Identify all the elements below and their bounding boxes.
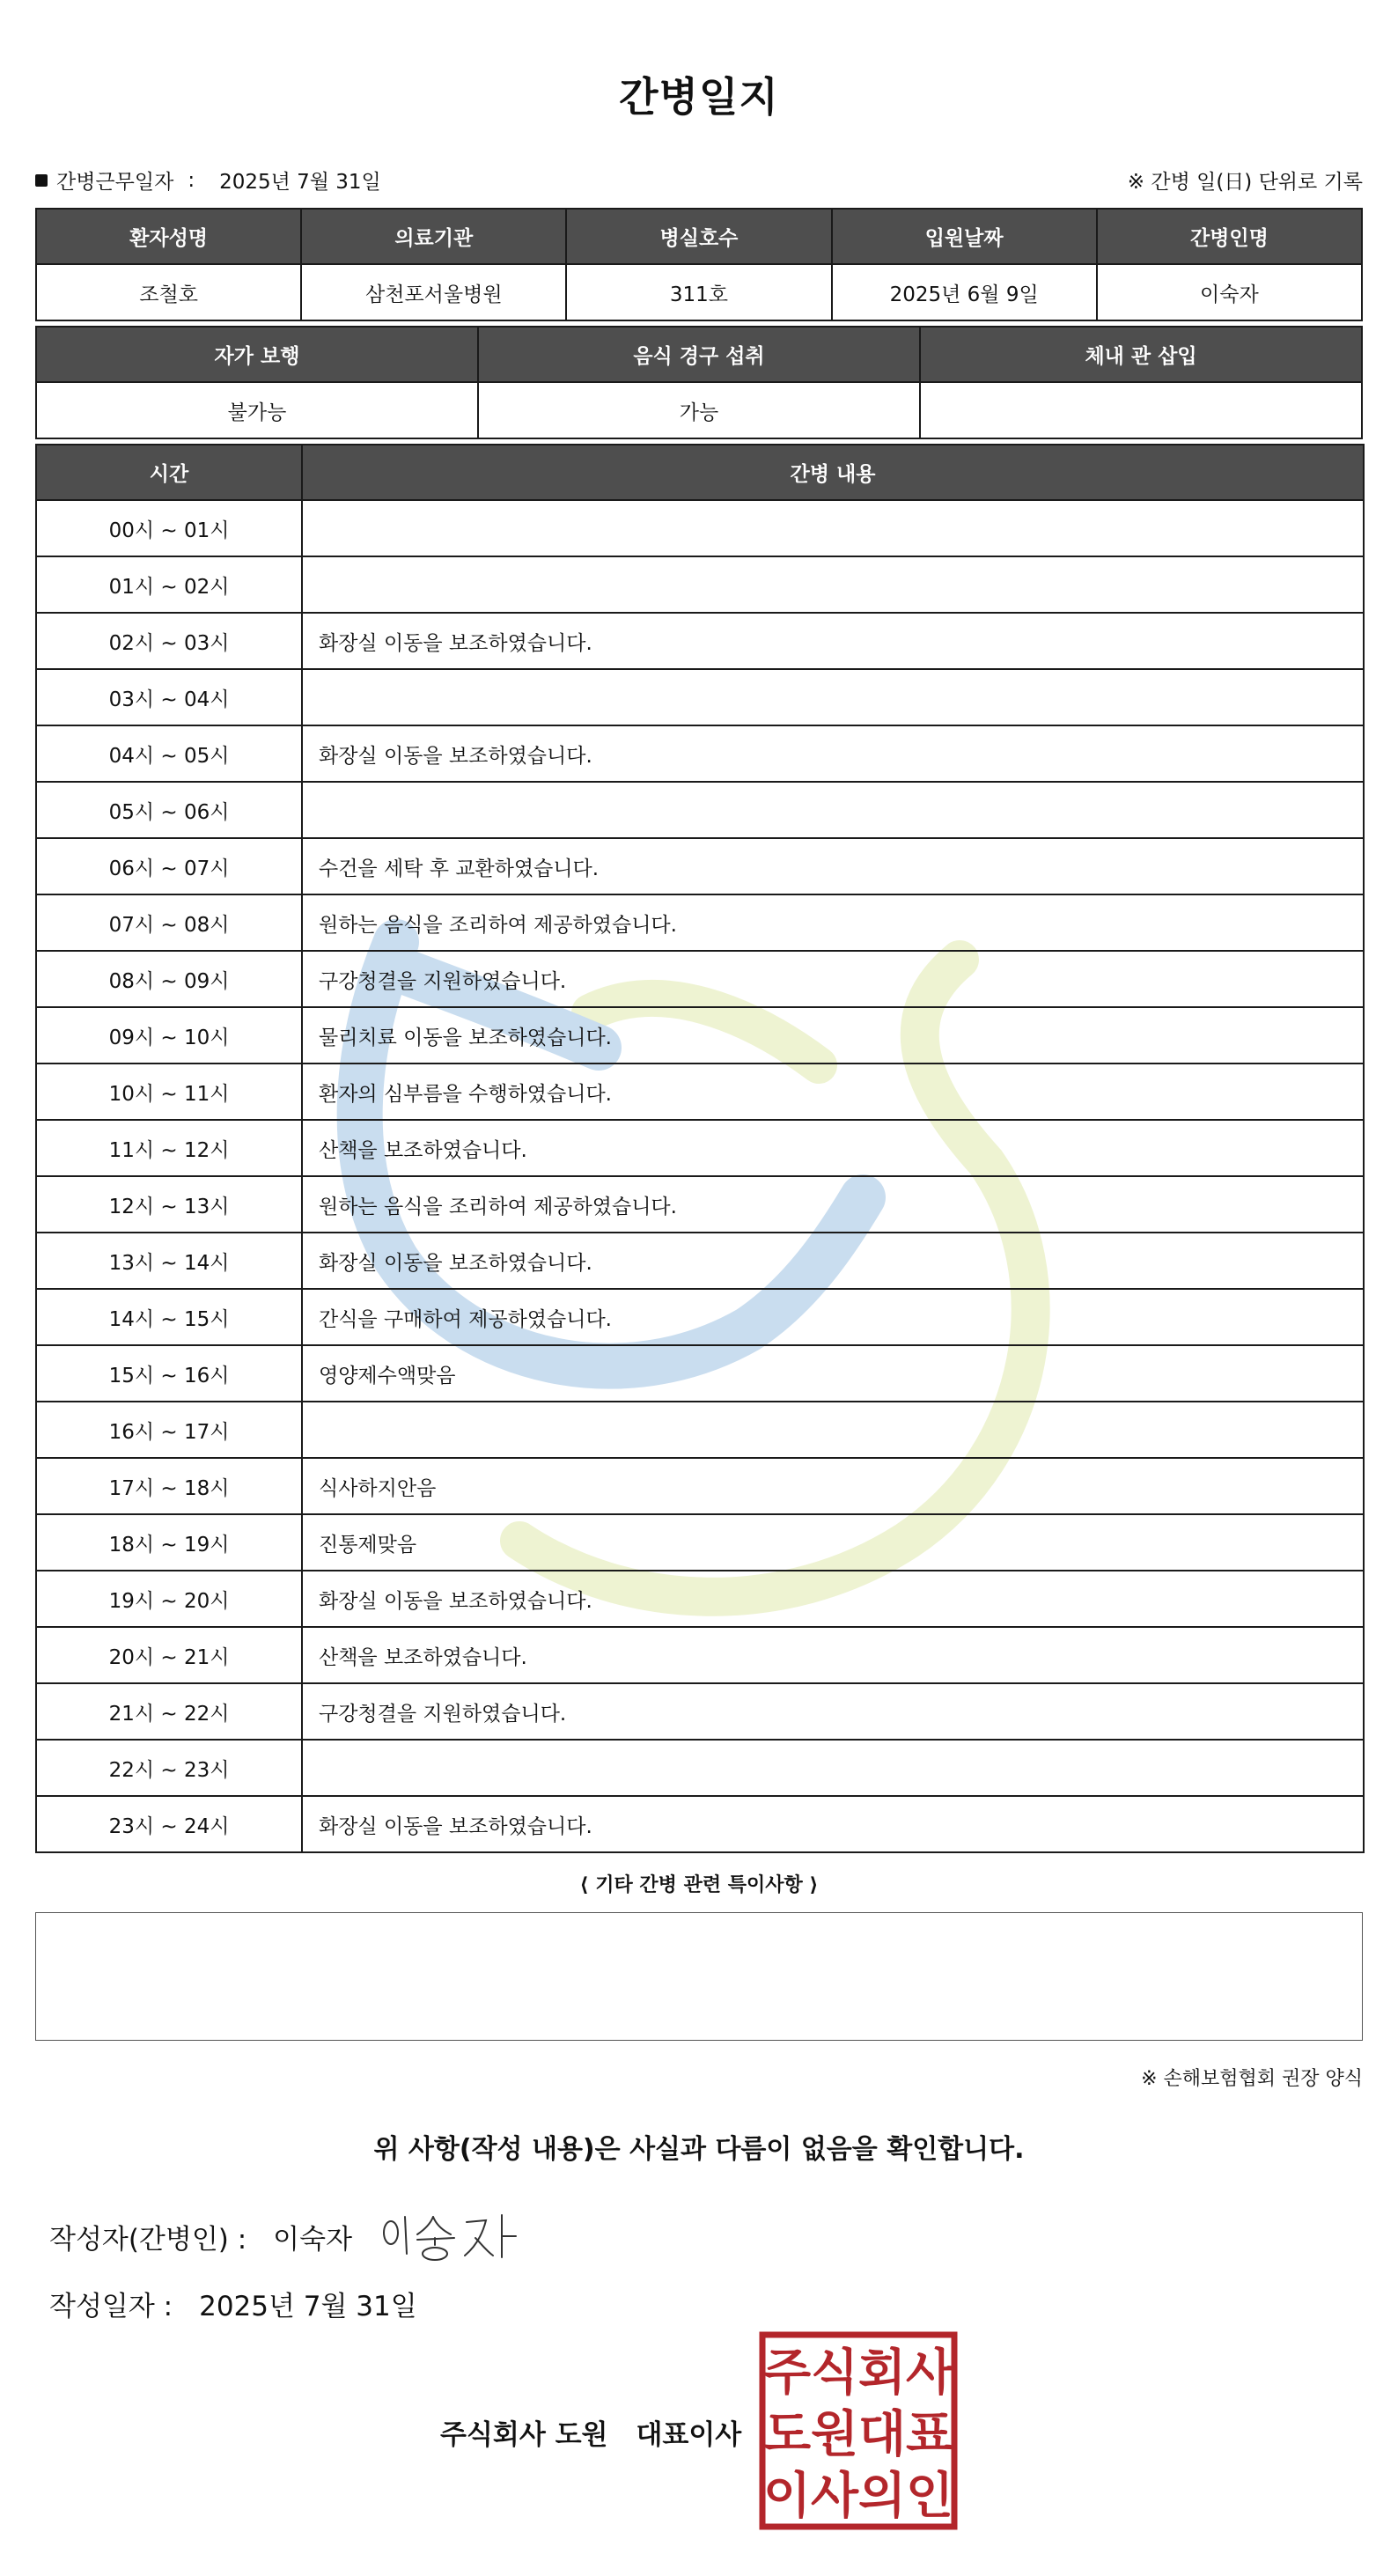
- care-content: [302, 500, 1364, 556]
- table-row: [36, 1064, 1364, 1120]
- table-row: [36, 1289, 1364, 1345]
- table-row: [36, 1683, 1364, 1740]
- time-slot: 11시 ~ 12시: [36, 1120, 302, 1176]
- company-seal-stamp: [759, 2331, 958, 2530]
- work-date-colon: :: [188, 168, 195, 192]
- patient-ability-table: [35, 326, 1363, 439]
- table-row: [36, 838, 1364, 894]
- header-hospital: 의료기관: [301, 209, 566, 264]
- seal-character: 원: [810, 2406, 859, 2463]
- time-slot: 00시 ~ 01시: [36, 500, 302, 556]
- time-slot: 20시 ~ 21시: [36, 1627, 302, 1683]
- care-content: 수건을 세탁 후 교환하였습니다.: [302, 838, 1364, 894]
- time-slot: 10시 ~ 11시: [36, 1064, 302, 1120]
- table-row: [36, 613, 1364, 669]
- time-slot: 03시 ~ 04시: [36, 669, 302, 725]
- care-content: 구강청결을 지원하였습니다.: [302, 951, 1364, 1007]
- care-log-table: [35, 444, 1365, 1853]
- writer-name: 이숙자: [273, 2224, 353, 2256]
- table-row: [36, 1458, 1364, 1514]
- written-date-label: 작성일자 :: [49, 2291, 173, 2322]
- time-slot: 19시 ~ 20시: [36, 1571, 302, 1627]
- document-title: 간병일지: [619, 73, 779, 121]
- care-content: [302, 556, 1364, 613]
- time-slot: 22시 ~ 23시: [36, 1740, 302, 1796]
- time-slot: 21시 ~ 22시: [36, 1683, 302, 1740]
- table-row: [36, 1120, 1364, 1176]
- care-content: [302, 782, 1364, 838]
- self-walking-value: 불가능: [36, 382, 478, 438]
- seal-character: 표: [905, 2406, 954, 2463]
- table-row: [36, 951, 1364, 1007]
- time-slot: 08시 ~ 09시: [36, 951, 302, 1007]
- table-row: [36, 669, 1364, 725]
- seal-character: 회: [857, 2344, 907, 2402]
- time-slot: 05시 ~ 06시: [36, 782, 302, 838]
- header-time: 시간: [36, 445, 302, 500]
- care-content: 산책을 보조하였습니다.: [302, 1120, 1364, 1176]
- written-date-row: [49, 2284, 417, 2323]
- care-content: 구강청결을 지원하였습니다.: [302, 1683, 1364, 1740]
- table-row: [36, 894, 1364, 951]
- seal-character: 식: [810, 2344, 859, 2402]
- time-slot: 23시 ~ 24시: [36, 1796, 302, 1852]
- table-row: [36, 1740, 1364, 1796]
- seal-character: 이: [762, 2468, 812, 2525]
- time-slot: 17시 ~ 18시: [36, 1458, 302, 1514]
- oral-intake-value: 가능: [478, 382, 920, 438]
- work-date-label: 간병근무일자: [56, 171, 174, 194]
- table-row: [36, 1007, 1364, 1064]
- time-slot: 04시 ~ 05시: [36, 725, 302, 782]
- company-row: [440, 2412, 741, 2452]
- meta-row: [35, 166, 1363, 195]
- patient-name: 조철호: [36, 264, 301, 320]
- care-content: [302, 1740, 1364, 1796]
- care-content: 화장실 이동을 보조하였습니다.: [302, 1796, 1364, 1852]
- writer-label: 작성자(간병인) :: [49, 2224, 247, 2256]
- seal-character: 사: [905, 2344, 954, 2402]
- seal-character: 도: [762, 2406, 812, 2463]
- care-content: 간식을 구매하여 제공하였습니다.: [302, 1289, 1364, 1345]
- header-room: 병실호수: [566, 209, 831, 264]
- tube-insertion-value: [920, 382, 1362, 438]
- time-slot: 07시 ~ 08시: [36, 894, 302, 951]
- work-date: [35, 166, 381, 195]
- time-slot: 14시 ~ 15시: [36, 1289, 302, 1345]
- care-content: 식사하지안음: [302, 1458, 1364, 1514]
- confirm-statement: 위 사항(작성 내용)은 사실과 다름이 없음을 확인합니다.: [373, 2134, 1025, 2165]
- table-row: [36, 1402, 1364, 1458]
- patient-info-table: [35, 208, 1363, 321]
- seal-character: 의: [857, 2468, 907, 2525]
- seal-character: 사: [810, 2468, 859, 2525]
- table-row: [36, 782, 1364, 838]
- room-number: 311호: [566, 264, 831, 320]
- care-content: 원하는 음식을 조리하여 제공하였습니다.: [302, 894, 1364, 951]
- seal-character: 주: [762, 2344, 812, 2402]
- admission-date: 2025년 6월 9일: [832, 264, 1097, 320]
- table-row: [36, 725, 1364, 782]
- header-oral-intake: 음식 경구 섭취: [478, 327, 920, 382]
- header-care-content: 간병 내용: [302, 445, 1364, 500]
- header-tube-insertion: 체내 관 삽입: [920, 327, 1362, 382]
- care-content: 화장실 이동을 보조하였습니다.: [302, 1233, 1364, 1289]
- time-slot: 06시 ~ 07시: [36, 838, 302, 894]
- table-row: [36, 1514, 1364, 1571]
- table-row: [36, 1345, 1364, 1402]
- care-log-rows: [36, 500, 1364, 1852]
- company-title: 대표이사: [636, 2419, 742, 2451]
- seal-character: 대: [857, 2406, 907, 2463]
- time-slot: 15시 ~ 16시: [36, 1345, 302, 1402]
- time-slot: 02시 ~ 03시: [36, 613, 302, 669]
- table-row: [36, 500, 1364, 556]
- header-caregiver-name: 간병인명: [1097, 209, 1362, 264]
- handwritten-signature: [379, 2204, 537, 2266]
- care-content: 물리치료 이동을 보조하였습니다.: [302, 1007, 1364, 1064]
- care-content: 화장실 이동을 보조하였습니다.: [302, 1571, 1364, 1627]
- table-row: [36, 1571, 1364, 1627]
- time-slot: 09시 ~ 10시: [36, 1007, 302, 1064]
- care-content: 산책을 보조하였습니다.: [302, 1627, 1364, 1683]
- care-content: [302, 1402, 1364, 1458]
- time-slot: 18시 ~ 19시: [36, 1514, 302, 1571]
- time-slot: 16시 ~ 17시: [36, 1402, 302, 1458]
- time-slot: 01시 ~ 02시: [36, 556, 302, 613]
- table-row: [36, 1176, 1364, 1233]
- table-row: [36, 1796, 1364, 1852]
- care-content: 환자의 심부름을 수행하였습니다.: [302, 1064, 1364, 1120]
- special-notes-title: ⟨ 기타 간병 관련 특이사항 ⟩: [579, 1874, 819, 1896]
- special-notes-box: [35, 1912, 1363, 2041]
- care-content: 화장실 이동을 보조하였습니다.: [302, 613, 1364, 669]
- company-name: 주식회사 도원: [440, 2419, 608, 2451]
- table-row: [36, 1627, 1364, 1683]
- header-self-walking: 자가 보행: [36, 327, 478, 382]
- recommend-note: ※ 손해보험협회 권장 양식: [1141, 2068, 1363, 2090]
- hospital-name: 삼천포서울병원: [301, 264, 566, 320]
- time-slot: 13시 ~ 14시: [36, 1233, 302, 1289]
- header-admission-date: 입원날짜: [832, 209, 1097, 264]
- work-date-value: 2025년 7월 31일: [219, 171, 381, 194]
- table-row: [36, 1233, 1364, 1289]
- writer-row: [49, 2217, 352, 2256]
- care-content: 화장실 이동을 보조하였습니다.: [302, 725, 1364, 782]
- care-content: 영양제수액맞음: [302, 1345, 1364, 1402]
- header-patient-name: 환자성명: [36, 209, 301, 264]
- caregiver-name: 이숙자: [1097, 264, 1362, 320]
- care-content: 진통제맞음: [302, 1514, 1364, 1571]
- care-content: 원하는 음식을 조리하여 제공하였습니다.: [302, 1176, 1364, 1233]
- unit-note: ※ 간병 일(日) 단위로 기록: [1127, 171, 1363, 194]
- care-content: [302, 669, 1364, 725]
- written-date-value: 2025년 7월 31일: [199, 2291, 417, 2322]
- bullet-square-icon: [35, 174, 48, 187]
- table-row: [36, 556, 1364, 613]
- seal-character: 인: [905, 2468, 954, 2525]
- time-slot: 12시 ~ 13시: [36, 1176, 302, 1233]
